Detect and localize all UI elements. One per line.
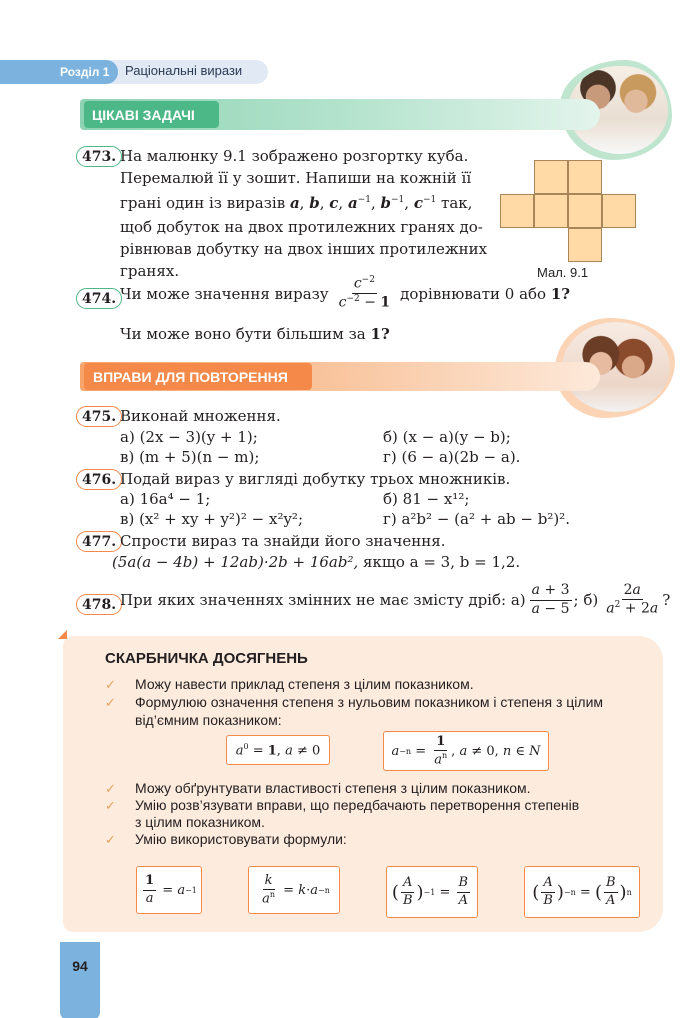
task-477-condition: якщо a = 3, b = 1,2.	[363, 553, 521, 571]
review-banner-title: ВПРАВИ ДЛЯ ПОВТОРЕННЯ	[84, 363, 312, 390]
formula-reciprocal: $\frac{1}{a}$ = a −1	[136, 866, 202, 914]
cube-net-face	[568, 194, 602, 228]
task-477-expression: (5a(a − 4b) + 12ab)·2b + 16ab²,	[112, 553, 359, 571]
formula-negative-exponent: a −n = $\frac{1}{a^n}$ , a ≠ 0, n ∈ N	[383, 731, 549, 771]
task-478-fraction-b: $\frac{2a}{a^2 + 2a}$	[606, 582, 659, 618]
task-478-number-wrap	[76, 594, 122, 613]
task-478-prompt: При яких значеннях змінних не має змісту дріб: а)	[120, 591, 526, 610]
task-478-number: 478.	[76, 594, 122, 615]
achievement-text-4a: Умію розв’язувати вправи, що передбачають перетворення степенів	[135, 797, 580, 813]
check-icon: ✓	[105, 678, 116, 693]
achievement-item-1	[105, 676, 474, 694]
task-473-line6: гранях.	[120, 262, 180, 280]
task-473-line3-start: грані один із виразів	[120, 194, 286, 212]
task-475-item-c: в) (m + 5)(n − m);	[120, 448, 260, 466]
task-474-question-2	[120, 323, 390, 345]
task-475-number: 475.	[76, 406, 122, 427]
task-473-line3-end: так,	[441, 194, 473, 212]
task-477-expression-row	[112, 551, 520, 573]
task-473-line5: рівнював добутку на двох інших протилежних	[120, 240, 488, 258]
task-473-line1: На малюнку 9.1 зображено розгортку куба.	[120, 147, 469, 165]
chapter-label: Розділ 1	[0, 60, 118, 84]
cube-net-face	[534, 194, 568, 228]
task-477-number-wrap	[76, 531, 122, 550]
achievements-corner-mark	[58, 630, 67, 639]
interesting-banner-title: ЦІКАВІ ЗАДАЧІ	[84, 101, 219, 128]
task-474-q2-start: Чи може воно бути більшим за	[120, 325, 366, 343]
task-474-q1-value: 1?	[550, 284, 571, 303]
task-478-end: ?	[662, 591, 671, 610]
task-473-text	[120, 145, 492, 282]
task-476-item-d: г) a²b² − (a² + ab − b²)².	[383, 510, 570, 528]
task-473-line4: щоб добуток на двох протилежних гранях до-	[120, 218, 483, 236]
achievement-item-2	[105, 694, 604, 712]
task-477-prompt: Спрости вираз та знайди його значення.	[120, 532, 446, 550]
task-474-q2-value: 1?	[370, 325, 390, 343]
task-476-item-c: в) (x² + xy + y²)² − x²y²;	[120, 510, 304, 528]
task-474-number-wrap	[76, 288, 122, 307]
chapter-title: Раціональні вирази	[125, 63, 243, 78]
cube-net-face	[500, 194, 534, 228]
task-475-number-wrap	[76, 406, 122, 425]
page-number-tab	[60, 942, 100, 1018]
task-475-item-d: г) (6 − a)(2b − a).	[383, 448, 521, 466]
check-icon: ✓	[105, 799, 116, 814]
task-476-item-b: б) 81 − x¹²;	[383, 490, 470, 508]
cube-net-face	[568, 160, 602, 194]
task-474-q1-end: дорівнювати 0 або	[400, 284, 547, 303]
task-476-number-wrap	[76, 469, 122, 488]
achievement-item-3	[105, 780, 531, 798]
formula-zero-exponent: $a^0 = 1$, a ≠ 0	[226, 735, 330, 765]
task-475-prompt: Виконай множення.	[120, 407, 281, 425]
task-478-fraction-a: $\frac{a + 3}{a - 5}$	[531, 582, 570, 617]
achievement-text-2b: від’ємним показником:	[135, 712, 282, 728]
task-473-line2: Перемалюй її у зошит. Напиши на кожній її	[120, 169, 472, 187]
task-474-q1-start: Чи може значення виразу	[120, 284, 329, 303]
cube-net-face	[568, 228, 602, 262]
achievements-title: СКАРБНИЧКА ДОСЯГНЕНЬ	[105, 650, 308, 667]
task-476-item-a: а) 16a⁴ − 1;	[120, 490, 211, 508]
formula-k-over-power: $\frac{k}{a^n}$ = k · a −n	[248, 866, 340, 914]
task-475-item-b: б) (x − a)(y − b);	[383, 428, 511, 446]
task-473-number-wrap	[76, 146, 122, 165]
figure-caption: Мал. 9.1	[537, 265, 589, 280]
check-icon: ✓	[105, 833, 116, 848]
page-number: 94	[72, 958, 88, 974]
achievement-text-4b: з цілим показником.	[135, 814, 265, 830]
achievement-item-4	[105, 797, 580, 815]
achievement-text-2a: Формулюю означення степеня з нульовим показником і степеня з цілим	[135, 694, 604, 710]
formula-inverse-ratio: ( $\frac{A}{B}$ ) −1 = $\frac{B}{A}$	[386, 866, 478, 918]
cube-net-figure	[500, 160, 640, 264]
task-476-number: 476.	[76, 469, 122, 490]
task-473-line3: грані один із виразів a, b, c, $a^{-1}$, $b^{-1}$, $c^{-1}$ так,	[120, 194, 473, 212]
formula-negative-power-ratio: ( $\frac{A}{B}$ ) −n = ( $\frac{B}{A}$ ) n	[524, 866, 640, 918]
task-474-fraction: $\frac{c^{-2}}{c^{-2} - 1}$	[338, 275, 391, 311]
check-icon: ✓	[105, 696, 116, 711]
achievement-item-5	[105, 831, 347, 849]
cube-net-face	[534, 160, 568, 194]
achievement-text-1: Можу навести приклад степеня з цілим показником.	[135, 676, 474, 692]
task-475-item-a: а) (2x − 3)(y + 1);	[120, 428, 258, 446]
task-478-row	[120, 583, 670, 617]
task-474-question-1	[120, 276, 570, 311]
task-474-number: 474.	[76, 288, 122, 309]
task-477-number: 477.	[76, 531, 122, 552]
task-478-b-label: ; б)	[573, 591, 599, 610]
check-icon: ✓	[105, 782, 116, 797]
achievement-text-3: Можу обґрунтувати властивості степеня з цілим показником.	[135, 780, 531, 796]
task-476-prompt: Подай вираз у вигляді добутку трьох множників.	[120, 470, 511, 488]
cube-net-face	[602, 194, 636, 228]
achievement-text-5: Умію використовувати формули:	[135, 831, 347, 847]
task-473-number: 473.	[76, 146, 122, 167]
